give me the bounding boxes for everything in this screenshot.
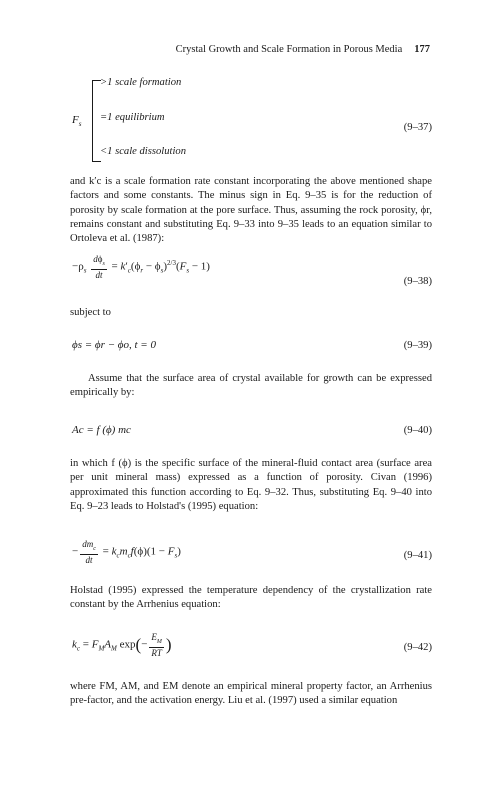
eq-9-40: Ac = f (ϕ) mc [72, 424, 131, 436]
eq-9-37-case-3: <1 scale dissolution [100, 146, 187, 157]
eq-9-42: $k_c = F_MA_M$ exp(− $\frac{E_M}{RT}$ ) [72, 632, 172, 658]
eq-9-39: ϕs = ϕr − ϕo, t = 0 [72, 339, 156, 351]
eq-9-38: $-\rho_s$ $\frac{d\phi_s}{dt}$ = $k'_c(\phi_r - \phi_s)^{2/3}(F_s - 1)$ [72, 254, 210, 280]
eq-9-39-number: (9–39) [403, 340, 432, 351]
page-number: 177 [414, 44, 430, 55]
eq-9-38-number: (9–38) [403, 276, 432, 287]
eq-9-41-number: (9–41) [403, 550, 432, 561]
paragraph-5: where FM, AM, and EM denote an empirical mineral property factor, an Arrhenius pre-factor, and the activation energy. Liu et al. (1997) used a similar equation [70, 681, 432, 707]
paragraph-2: Assume that the surface area of crystal available for growth can be expressed empirically by: [70, 373, 432, 399]
running-title: Crystal Growth and Scale Formation in Porous Media [175, 44, 403, 55]
eq-9-37-number: (9–37) [403, 122, 432, 133]
eq-9-37-case-1: >1 scale formation [100, 77, 182, 88]
eq-9-41: − $\frac{dm_c}{dt}$ = $k_cm_cf(\phi)(1 - F_s)$ [72, 539, 181, 565]
paragraph-4: Holstad (1995) expressed the temperature dependency of the crystallization rate constant by the Arrhenius equation: [70, 585, 432, 611]
subject-to-text: subject to [70, 307, 111, 318]
eq-9-40-number: (9–40) [403, 425, 432, 436]
eq-9-37-lhs: $F_s$ [72, 114, 82, 129]
eq-9-42-number: (9–42) [403, 642, 432, 653]
running-header [0, 44, 430, 55]
eq-9-37-case-2: =1 equilibrium [100, 112, 165, 123]
paragraph-1: and k′c is a scale formation rate constant incorporating the above mentioned shape factors and some constants. The minus sign in Eq. 9–35 is for the reduction of porosity by scale formation at the pore surface. Thus, assuming the rock porosity, ϕr, remains constant and substituting Eq. 9–33 into 9–35 leads to an equation similar to Ortoleva et al. (1987): [70, 176, 432, 245]
paragraph-3: in which f (ϕ) is the specific surface of the mineral-fluid contact area (surface area per unit mineral mass) expressed as a function of porosity. Civan (1996) approximated this function according to Eq. 9–32. Thus, substituting Eq. 9–40 into Eq. 9–23 leads to Holstad's (1995) equation: [70, 458, 432, 512]
